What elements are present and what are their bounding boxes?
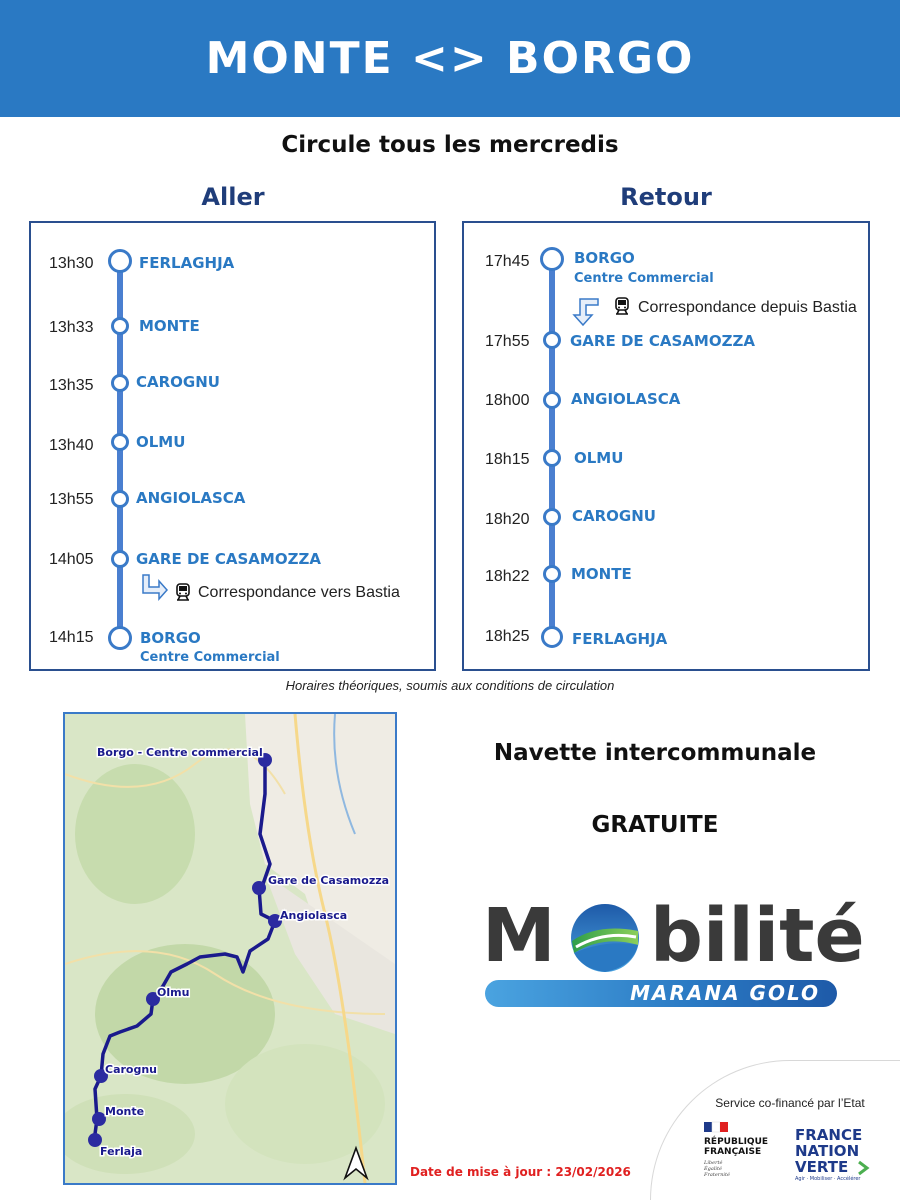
- frequency-text: Circule tous les mercredis: [281, 132, 619, 158]
- aller-time-7: 14h15: [49, 629, 94, 646]
- cofunding-text: Service co-financé par l’Etat: [715, 1096, 865, 1110]
- map-label-casamozza: Gare de Casamozza: [268, 874, 390, 887]
- retour-stop-name-2: GARE DE CASAMOZZA: [570, 332, 755, 350]
- aller-panel: [29, 221, 436, 671]
- map-stop-icon[interactable]: [252, 881, 266, 895]
- retour-stop-dot: [543, 391, 561, 409]
- retour-stop-name-1: BORGO: [574, 249, 635, 267]
- aller-time-6: 14h05: [49, 551, 94, 568]
- map-label-monte: Monte: [105, 1105, 145, 1118]
- aller-stop-dot: [111, 550, 129, 568]
- aller-stop-name-6: GARE DE CASAMOZZA: [136, 550, 321, 568]
- logo-letter-m: M: [482, 893, 556, 979]
- aller-time-2: 13h33: [49, 319, 94, 336]
- free-label: GRATUITE: [591, 812, 719, 838]
- aller-stop-name-2: MONTE: [139, 317, 200, 335]
- retour-connection-text: Correspondance depuis Bastia: [638, 299, 857, 316]
- update-date: Date de mise à jour : 23/02/2026: [410, 1165, 631, 1179]
- retour-stop-dot: [543, 449, 561, 467]
- retour-title: Retour: [620, 183, 712, 211]
- aller-stop-name-7: BORGO: [140, 629, 201, 647]
- retour-stop-name-5: CAROGNU: [572, 507, 656, 525]
- svg-text:Agir · Mobiliser · Accélérer: Agir · Mobiliser · Accélérer: [795, 1176, 861, 1182]
- retour-stop-name-7: FERLAGHJA: [572, 630, 668, 648]
- retour-stop-dot: [541, 626, 563, 648]
- mobilite-logo: [482, 893, 865, 1010]
- logo-globe-icon: [568, 901, 642, 975]
- map-label-olmu: Olmu: [157, 986, 190, 999]
- train-icon: [174, 583, 192, 601]
- map-label-ferlaja: Ferlaja: [100, 1145, 143, 1158]
- logo-subtitle: MARANA GOLO: [630, 981, 820, 1005]
- retour-time-2: 17h55: [485, 333, 530, 350]
- retour-time-4: 18h15: [485, 451, 530, 468]
- aller-title: Aller: [201, 183, 265, 211]
- map-label-borgo: Borgo - Centre commercial: [97, 746, 263, 759]
- aller-stop-sub-7: Centre Commercial: [140, 650, 280, 665]
- aller-stop-name-5: ANGIOLASCA: [136, 489, 246, 507]
- aller-time-5: 13h55: [49, 491, 94, 508]
- aller-stop-dot: [111, 433, 129, 451]
- aller-stop-name-3: CAROGNU: [136, 373, 220, 391]
- route-title: MONTE <> BORGO: [205, 33, 695, 84]
- svg-text:NATION: NATION: [795, 1142, 860, 1160]
- retour-stop-dot: [543, 508, 561, 526]
- svg-text:RÉPUBLIQUE: RÉPUBLIQUE: [704, 1137, 769, 1147]
- aller-stop-name-1: FERLAGHJA: [139, 254, 235, 272]
- svg-text:VERTE: VERTE: [795, 1158, 849, 1176]
- retour-stop-dot: [543, 565, 561, 583]
- aller-connection-text: Correspondance vers Bastia: [198, 584, 400, 601]
- map-stop-icon[interactable]: [92, 1112, 106, 1126]
- retour-stop-dot: [540, 247, 564, 271]
- aller-stop-dot: [108, 626, 132, 650]
- svg-text:Liberté: Liberté: [704, 1160, 723, 1166]
- retour-stop-name-4: OLMU: [574, 449, 624, 467]
- aller-time-4: 13h40: [49, 437, 94, 454]
- retour-stop-name-6: MONTE: [571, 565, 632, 583]
- connection-arrow-icon: [572, 297, 600, 327]
- train-icon: [613, 297, 631, 315]
- shuttle-title: Navette intercommunale: [493, 740, 817, 766]
- map-label-carognu: Carognu: [105, 1063, 158, 1076]
- retour-stop-dot: [543, 331, 561, 349]
- france-nation-verte-logo: [793, 1124, 879, 1182]
- retour-time-5: 18h20: [485, 511, 530, 528]
- aller-stop-dot: [108, 249, 132, 273]
- connection-arrow-icon: [139, 573, 169, 601]
- map-canvas: [65, 714, 395, 1183]
- svg-text:FRANÇAISE: FRANÇAISE: [704, 1147, 762, 1157]
- retour-stop-name-3: ANGIOLASCA: [571, 390, 681, 408]
- map-label-angiolasca: Angiolasca: [280, 909, 348, 922]
- route-map[interactable]: [63, 712, 397, 1185]
- svg-text:FRANCE: FRANCE: [795, 1126, 863, 1144]
- retour-time-7: 18h25: [485, 628, 530, 645]
- aller-time-1: 13h30: [49, 255, 94, 272]
- retour-time-6: 18h22: [485, 568, 530, 585]
- aller-time-3: 13h35: [49, 377, 94, 394]
- svg-text:Fraternité: Fraternité: [704, 1172, 730, 1178]
- aller-stop-name-4: OLMU: [136, 433, 186, 451]
- retour-time-1: 17h45: [485, 253, 530, 270]
- header-banner: [0, 0, 900, 117]
- republique-francaise-logo: [700, 1120, 780, 1182]
- svg-text:Égalité: Égalité: [704, 1166, 722, 1172]
- retour-panel: [462, 221, 870, 671]
- aller-stop-dot: [111, 490, 129, 508]
- timetable-note: Horaires théoriques, soumis aux conditions de circulation: [285, 678, 615, 693]
- logo-word-end: bilité: [650, 893, 865, 979]
- aller-stop-dot: [111, 317, 129, 335]
- aller-stop-dot: [111, 374, 129, 392]
- retour-stop-sub-1: Centre Commercial: [574, 271, 714, 286]
- retour-time-3: 18h00: [485, 392, 530, 409]
